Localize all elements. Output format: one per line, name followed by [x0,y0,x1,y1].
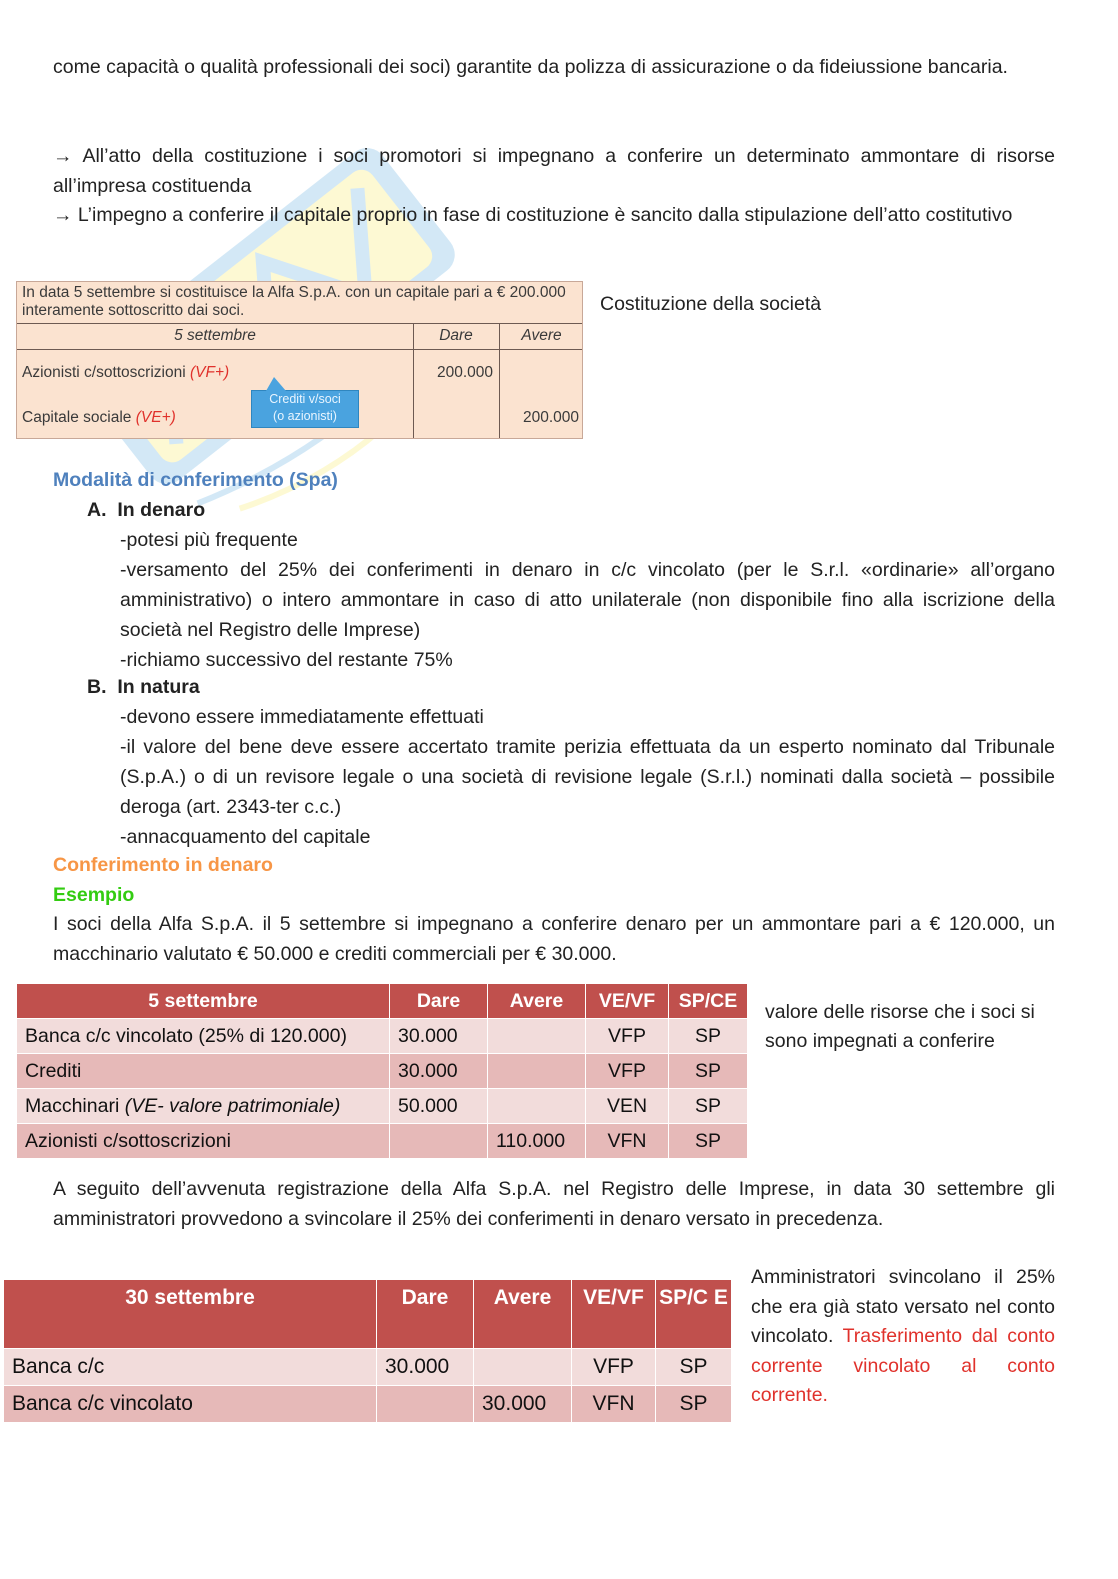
journal-table-30-settembre [3,1279,732,1423]
row-avere [474,1349,572,1386]
section-title-conferimento: Conferimento in denaro [53,854,273,876]
item-a-title: In denaro [117,499,206,521]
callout-line-1: Crediti v/soci [269,392,341,406]
row-avere [488,1089,586,1124]
row-avere: 30.000 [474,1386,572,1423]
seguito-text: A seguito dell’avvenuta registrazione della Alfa S.p.A. nel Registro delle Imprese, in data 30 settembre gli amministratori provvedono a svincolare il 25% dei conferimenti in denaro versato in precedenza. [53,1178,1055,1230]
table-row [17,1054,748,1089]
intro-bullet-1: → All’atto della costituzione i soci promotori si impegnano a conferire un determinato ammontare di risorse all’impresa costituenda [53,145,1055,197]
row-dare [377,1386,474,1423]
row-label: Macchinari [25,1094,120,1117]
row-capitale-avere: 200.000 [522,409,579,426]
item-a-list [120,525,1055,675]
callout-crediti [251,390,359,428]
header-avere: Avere [488,984,586,1019]
list-item: -il valore del bene deve essere accertato tramite perizia effettuata da un esperto nominato dal Tribunale (S.p.A.) o di un revisore legale o una società di revisione legale (S.r.l.) nominati dalla società – possibile deroga (art. 2343-ter c.c.) [120,736,1055,818]
row-dare: 30.000 [377,1349,474,1386]
header-avere: Avere [474,1280,572,1349]
entry-description: In data 5 settembre si costituisce la Alfa S.p.A. con un capitale pari a € 200.000 interamente sottoscritto dai soci. [22,284,566,319]
row-vevf: VEN [586,1089,669,1124]
row-dare: 30.000 [390,1019,488,1054]
table-row [4,1349,732,1386]
list-item: -potesi più frequente [120,529,298,551]
list-item: -richiamo successivo del restante 75% [120,649,453,671]
list-item: -annacquamento del capitale [120,826,371,848]
row-dare: 30.000 [390,1054,488,1089]
table-row [17,1124,748,1159]
table-row [17,1089,748,1124]
side-note-red-text: Trasferimento dal conto corrente vincolato al conto corrente. [751,1325,1055,1407]
row-azionisti-dare: 200.000 [436,364,493,381]
row-capitale [22,409,176,427]
col-date: 5 settembre [174,327,256,344]
callout-line-2: (o azionisti) [273,409,337,423]
row-azionisti [22,364,229,382]
col-avere: Avere [521,327,562,344]
intro-paragraph: come capacità o qualità professionali dei soci) garantite da polizza di assicurazione o da fideiussione bancaria. [53,56,1008,78]
list-item: -versamento del 25% dei conferimenti in denaro in c/c vincolato (per le S.r.l. «ordinarie» all’organo amministrativo) o intero ammontare in caso di atto unilaterale (non disponibile fino alla iscrizione della società nel Registro delle Imprese) [120,559,1055,641]
row-dare [390,1124,488,1159]
row-avere [488,1054,586,1089]
row-spce: SP [669,1089,748,1124]
row-label-cell [17,1089,390,1124]
row-label: Banca c/c vincolato [4,1386,377,1423]
item-a-heading [87,495,205,525]
row-dare: 50.000 [390,1089,488,1124]
row-vevf: VFP [586,1054,669,1089]
journal-table-5-settembre [16,983,748,1159]
header-vevf: VE/VF [586,984,669,1019]
row-azionisti-label: Azionisti c/sottoscrizioni [22,364,186,381]
journal-entry-costituzione [16,281,583,439]
table1-caption: Costituzione della società [600,293,822,315]
table-row [17,1019,748,1054]
table3-side-note [751,1263,1055,1411]
row-spce: SP [669,1124,748,1159]
row-spce: SP [656,1386,732,1423]
header-spce: SP/C E [656,1280,732,1349]
item-a-label: A. [87,499,107,521]
col-dare: Dare [439,327,473,344]
row-avere: 110.000 [488,1124,586,1159]
row-avere [488,1019,586,1054]
row-spce: SP [656,1349,732,1386]
esempio-text: I soci della Alfa S.p.A. il 5 settembre si impegnano a conferire denaro per un ammontare pari a € 120.000, un macchinario valutato € 50.000 e crediti commerciali per € 30.000. [53,913,1055,965]
header-date: 5 settembre [17,984,390,1019]
table-row [4,1386,732,1423]
intro-bullet-2: → L’impegno a conferire il capitale proprio in fase di costituzione è sancito dalla stipulazione dell’atto costitutivo [53,204,1013,226]
header-spce: SP/CE [669,984,748,1019]
row-vevf: VFN [586,1124,669,1159]
item-b-heading [87,672,200,702]
row-vevf: VFP [572,1349,656,1386]
header-vevf: VE/VF [572,1280,656,1349]
item-b-title: In natura [117,676,200,698]
item-b-label: B. [87,676,107,698]
esempio-label: Esempio [53,884,135,906]
row-capitale-label: Capitale sociale [22,409,132,426]
header-dare: Dare [390,984,488,1019]
row-spce: SP [669,1019,748,1054]
row-label: Banca c/c vincolato (25% di 120.000) [17,1019,390,1054]
row-note: (VE- valore patrimoniale) [124,1094,341,1117]
side-note-text: Amministratori svincolano il 25% che era già stato versato nel conto vincolato. [751,1266,1055,1348]
list-item: -devono essere immediatamente effettuati [120,706,484,728]
section-title-modalita: Modalità di conferimento (Spa) [53,469,338,491]
row-label: Crediti [17,1054,390,1089]
row-label: Azionisti c/sottoscrizioni [17,1124,390,1159]
row-capitale-tag: (VE+) [135,409,176,426]
table2-side-note: valore delle risorse che i soci si sono impegnati a conferire [765,1001,1035,1052]
row-vevf: VFP [586,1019,669,1054]
row-azionisti-tag: (VF+) [189,364,230,381]
row-vevf: VFN [572,1386,656,1423]
header-dare: Dare [377,1280,474,1349]
row-spce: SP [669,1054,748,1089]
header-date: 30 settembre [4,1280,377,1349]
item-b-list [120,702,1055,852]
row-label: Banca c/c [4,1349,377,1386]
